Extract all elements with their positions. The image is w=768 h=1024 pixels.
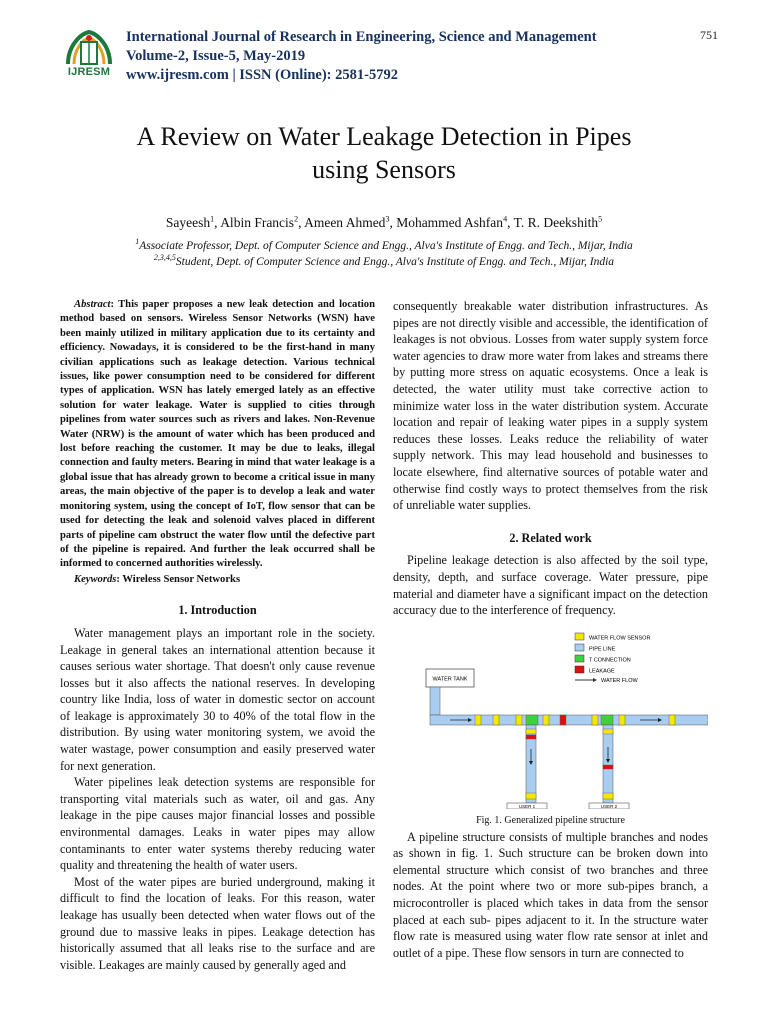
section-heading-related-work: 2. Related work <box>509 530 592 545</box>
leakage-marker <box>603 765 613 769</box>
title-line-2: using Sensors <box>312 155 456 184</box>
flow-sensor <box>516 715 522 725</box>
paragraph: A pipeline structure consists of multiple branches and nodes as shown in fig. 1. Such structure can be broken down into elemental structure which consist of two branches and three nodes. At the point where two or more sub-pipes branch, a microcontroller is placed which takes in data from the sensor placed at each sub- pipes adjacent to it. In the structure water flow rate is measured using water flow rate sensor at inlet and outlet of a pipe. These flow sensors in turn are connected to <box>393 829 708 960</box>
left-column <box>60 298 375 973</box>
abstract-label: Abstract <box>74 299 111 310</box>
t-connection <box>601 715 613 725</box>
branch-pipe-2 <box>603 725 613 803</box>
flow-sensor <box>543 715 549 725</box>
legend-label-pipe: PIPE LINE <box>589 646 616 653</box>
paragraph: Water pipelines leak detection systems are responsible for transporting vital materials such as water, oil and gas. Any leakage in the pipe causes major financial losses and possible environmental damages. Leaks in water pipes may allow contaminants to enter water systems thereby reducing water quality and threatening the health of water users. <box>60 775 375 873</box>
author-list <box>60 214 708 231</box>
legend-label-flow: WATER FLOW <box>601 677 638 684</box>
legend-label-sensor: WATER FLOW SENSOR <box>589 635 651 642</box>
right-column <box>393 298 708 961</box>
figure-caption: Fig. 1. Generalized pipeline structure <box>476 815 625 827</box>
leakage-marker <box>560 715 566 725</box>
affiliation-1: $^1$Associate Professor, Dept. of Computer Science and Engg., Alva's Institute of Engg. and Tech., Mijar, India <box>135 237 633 252</box>
user-1-label: USER 1 <box>518 803 536 809</box>
flow-sensor <box>603 793 613 799</box>
legend-swatch-tconnection <box>575 655 584 662</box>
keywords: Keywords: Wireless Sensor Networks <box>74 573 241 585</box>
user-2-label: USER 2 <box>600 803 618 809</box>
legend-label-leakage: LEAKAGE <box>589 668 615 675</box>
pipeline-diagram <box>393 631 708 809</box>
flow-sensor <box>603 729 613 734</box>
author: Mohammed Ashfan$^4$, <box>396 214 514 230</box>
logo-text: IJRESM <box>67 66 111 78</box>
flow-sensor <box>475 715 481 725</box>
author: T. R. Deekshith$^5$ <box>513 214 603 230</box>
flow-sensor <box>526 729 536 734</box>
journal-volume: Volume-2, Issue-5, May-2019 <box>126 48 306 64</box>
legend-swatch-pipe <box>575 644 584 651</box>
paper-title <box>60 120 708 186</box>
paragraph: Most of the water pipes are buried underground, making it difficult to find the location of leaks. For this reason, water leakage has usually been detected when water flows out of the ground due to massive leaks in pipes. Leakage detection has historically assumed that all leaks rise to the surface and are visible. Leakages are mainly caused by generally aged and <box>60 874 375 972</box>
section-heading-introduction: 1. Introduction <box>178 603 257 618</box>
journal-info <box>126 28 597 85</box>
journal-name: International Journal of Research in Engineering, Science and Management <box>126 29 597 45</box>
journal-website: www.ijresm.com | ISSN (Online): 2581-5792 <box>126 67 398 83</box>
flow-sensor <box>669 715 675 725</box>
author: Albin Francis$^2$, <box>220 214 305 230</box>
legend-swatch-sensor <box>575 633 584 640</box>
flow-sensor <box>619 715 625 725</box>
water-tank-label: WATER TANK <box>432 676 468 683</box>
page-number: 751 <box>700 28 718 42</box>
tank-pipe <box>430 687 440 715</box>
author: Sayeesh$^1$, <box>165 214 221 230</box>
paragraph: Pipeline leakage detection is also affected by the soil type, density, depth, and surface coverage. Water pressure, pipe material and diameter have a significant impact on the detection accuracy due to the interference of frequency. <box>393 553 708 618</box>
pipeline-figure <box>393 631 708 827</box>
leakage-marker <box>526 735 536 739</box>
flow-sensor <box>592 715 598 725</box>
abstract: Abstract: This paper proposes a new leak detection and location method based on sensors. Wireless Sensor Networks (WSN) have been mainly utilized in military application due to its certainty and efficiency. Nowadays, it is considered to be the first-hand in many civilian applications such as leakage detection. Various technical issues, like power consumption need to be considered for different types of application. WSN has lately emerged lately as an effective solution for water leakage. Water is supplied to cities through pipelines from water sources such as rivers and lakes. Non-Revenue Water (NRW) is the amount of water which has been produced and lost before reaching the customer. It may be due to leaks, illegal connection and faulty meters. Bearing in mind that water leakage is a global issue that has already grown to become a critical issue in many areas, the main objective of the paper is to develop a leak and water monitoring system, using the concept of IoT, flow sensor that can be used for detecting the leak and solenoid valves placed in different parts of pipeline cam obstruct the water flow until the defective part of the pipeline is repaired. And further the leak occurred shall be informed to concerned authorities wirelessly. <box>60 299 375 570</box>
legend-label-tconnection: T CONNECTION <box>589 657 631 664</box>
flow-sensor <box>493 715 499 725</box>
legend-swatch-leakage <box>575 666 584 673</box>
title-line-1: A Review on Water Leakage Detection in Pipes <box>136 122 632 151</box>
author: Ameen Ahmed$^3$, <box>304 214 397 230</box>
affiliation-2: $^{2,3,4,5}$Student, Dept. of Computer Science and Engg., Alva's Institute of Engg. and Tech., Mijar, India <box>153 253 615 268</box>
flow-sensor <box>526 793 536 799</box>
paragraph: consequently breakable water distribution infrastructures. As pipes are not directly visible and accessible, the identification of leakages is not obvious. Losses from water supply system force water agencies to draw more water from lakes and streams there by putting more stress on aquatic ecosystems. Once a leak is detected, the water utility must take corrective action to minimize water loss in the water distribution system. Accurate location and repair of leaking water pipes in a supply system reduces these losses. Leaks reduce the reliability of water supply network. This may lead household and businesses to locate elsewhere, find alternative sources of potable water and otherwise find costly ways to protect themselves from the risk of unreliable water supplies. <box>393 299 708 513</box>
journal-header <box>60 20 720 90</box>
paragraph: Water management plays an important role in the society. Leakage in general takes an international attention because it causes serious water shortage. That doesn't only cause revenue losses but it also affects the national reserves. In developing country like India, loss of water in domestic sector on account of leakage is approximately 30 to 40% of the total flow in the distribution. By using water monitoring system, we avoid the water wastage, power consumption and easily preserved water for next generation. <box>60 625 375 773</box>
t-connection <box>526 715 538 725</box>
